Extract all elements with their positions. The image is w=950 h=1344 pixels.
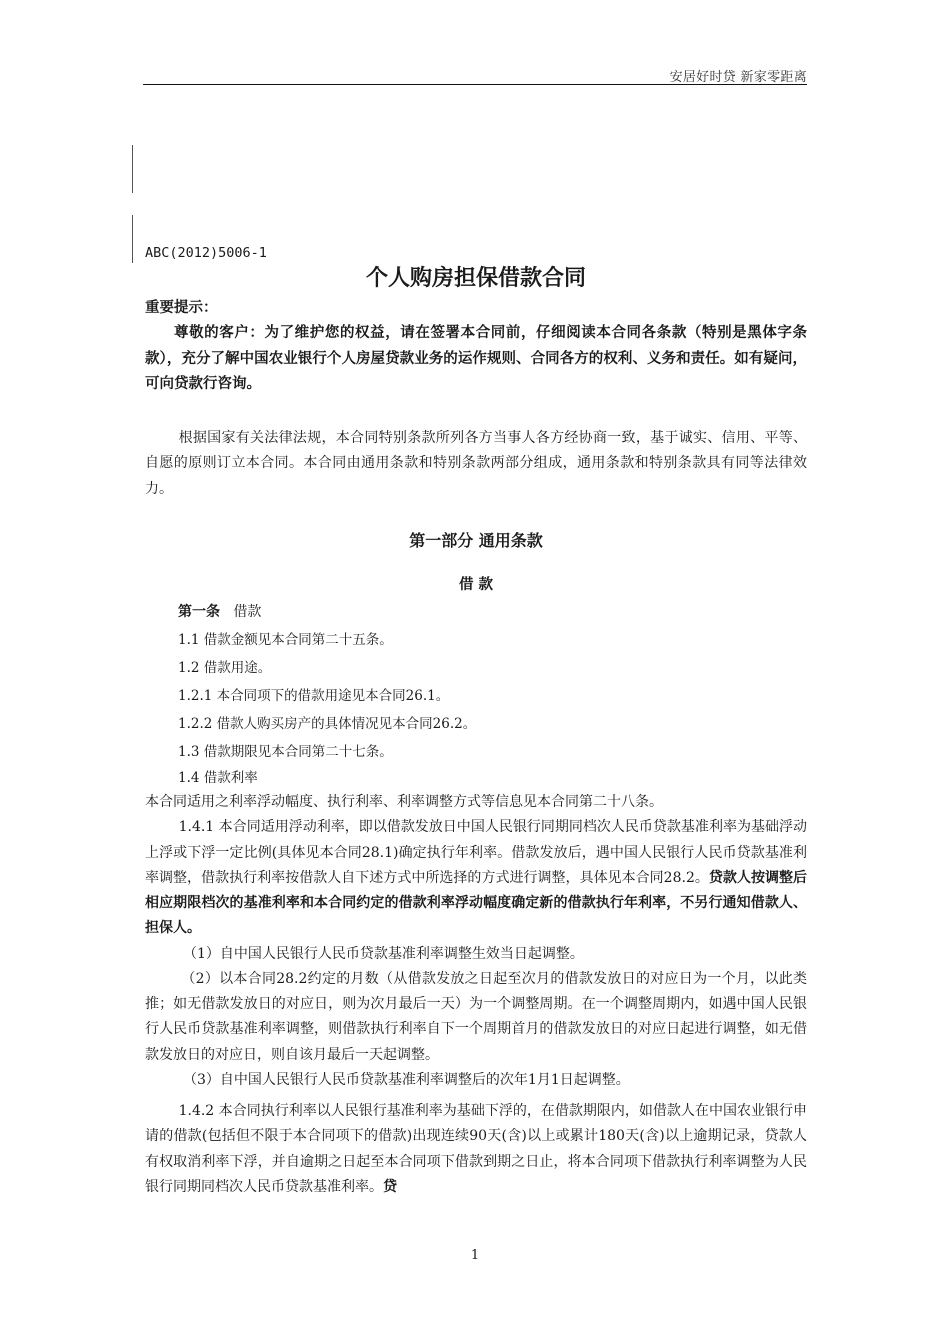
spacer [145,398,807,426]
important-label: 重要提示： [145,300,218,316]
clause-1-3: 1.3 借款期限见本合同第二十七条。 [178,744,393,760]
rate-option-2: （2）以本合同28.2约定的月数（从借款发放之日起至次月的借款发放日的对应日为一个月，以此类推；如无借款发放日的对应日，则为次月最后一天）为一个调整周期。在一个调整周期内，如遇中国人民银行人民币贷款基准利率调整，则借款执行利率自下一个周期首月的借款发放日的对应日起进行调整，如无借款发放日的对应日，则自该月最后一天起调整。 [145,970,807,1063]
page-number: 1 [470,1248,480,1263]
clause-1-4-2-bold-text: 贷 [383,1178,397,1195]
customer-notice: 尊敬的客户：为了维护您的权益，请在签署本合同前，仔细阅读本合同各条款（特别是黑体字条款），充分了解中国农业银行个人房屋贷款业务的运作规则、合同各方的权利、义务和责任。如有疑问，可向贷款行咨询。 [145,325,807,392]
header-slogan: 安居好时贷 新家零距离 [669,70,807,85]
section-title: 借 款 [458,577,494,593]
rate-option-1: （1）自中国人民银行人民币贷款基准利率调整生效当日起调整。 [183,945,584,962]
header-rule [143,84,807,85]
clause-1-4-1-bold-text: 贷款人按调整后相应期限档次的基准利率和本合同约定的借款利率浮动幅度确定新的借款执行年利率，不另行通知借款人、担保人。 [145,869,808,937]
clause-1-4-intro: 本合同适用之利率浮动幅度、执行利率、利率调整方式等信息见本合同第二十八条。 [145,794,663,810]
article-heading [145,598,807,626]
clause-1-4-2 [145,1099,807,1200]
margin-bar-top [132,145,133,193]
clause-1-2-2: 1.2.2 借款人购买房产的具体情况见本合同26.2。 [178,716,477,732]
article-name: 借款 [233,604,262,620]
clause-1-4: 1.4 借款利率 [178,770,258,786]
clause-1-1: 1.1 借款金额见本合同第二十五条。 [178,632,393,648]
contract-title: 个人购房担保借款合同 [365,266,586,291]
clause-1-4-1 [145,815,807,941]
spacer [145,554,807,572]
contract-code: ABC(2012)5006-1 [145,245,267,261]
spacer [145,502,807,528]
clause-1-4-2-text: 1.4.2 本合同执行利率以人民银行基准利率为基础下浮的，在借款期限内，如借款人在中国农业银行申请的借款(包括但不限于本合同项下的借款)出现连续90天(含)以上或累计180天(含)以上逾期记录，贷款人有权取消利率下浮，并自逾期之日起至本合同项下借款到期之日止，将本合同项下借款执行利率调整为人民银行同期同档次人民币贷款基准利率。 [145,1102,807,1195]
margin-bar-bottom [132,215,133,263]
preamble: 根据国家有关法律法规，本合同特别条款所列各方当事人各方经协商一致，基于诚实、信用、平等、自愿的原则订立本合同。本合同由通用条款和特别条款两部分组成，通用条款和特别条款具有同等法律效力。 [145,429,807,497]
document-body [145,242,807,1200]
rate-option-3: （3）自中国人民银行人民币贷款基准利率调整后的次年1月1日起调整。 [183,1071,630,1088]
article-number: 第一条 [178,604,220,620]
clause-1-2: 1.2 借款用途。 [178,660,272,676]
clause-1-4-1-text: 1.4.1 本合同适用浮动利率，即以借款发放日中国人民银行同期同档次人民币贷款基准利率为基础浮动上浮或下浮一定比例(具体见本合同28.1)确定执行年利率。借款发放后，遇中国人民银行人民币贷款基准利率调整，借款执行利率按借款人自下述方式中所选择的方式进行调整，具体见本合同28.2。 [145,819,807,886]
part-title: 第一部分 通用条款 [409,531,543,550]
clause-1-2-1: 1.2.1 本合同项下的借款用途见本合同26.1。 [178,688,450,704]
